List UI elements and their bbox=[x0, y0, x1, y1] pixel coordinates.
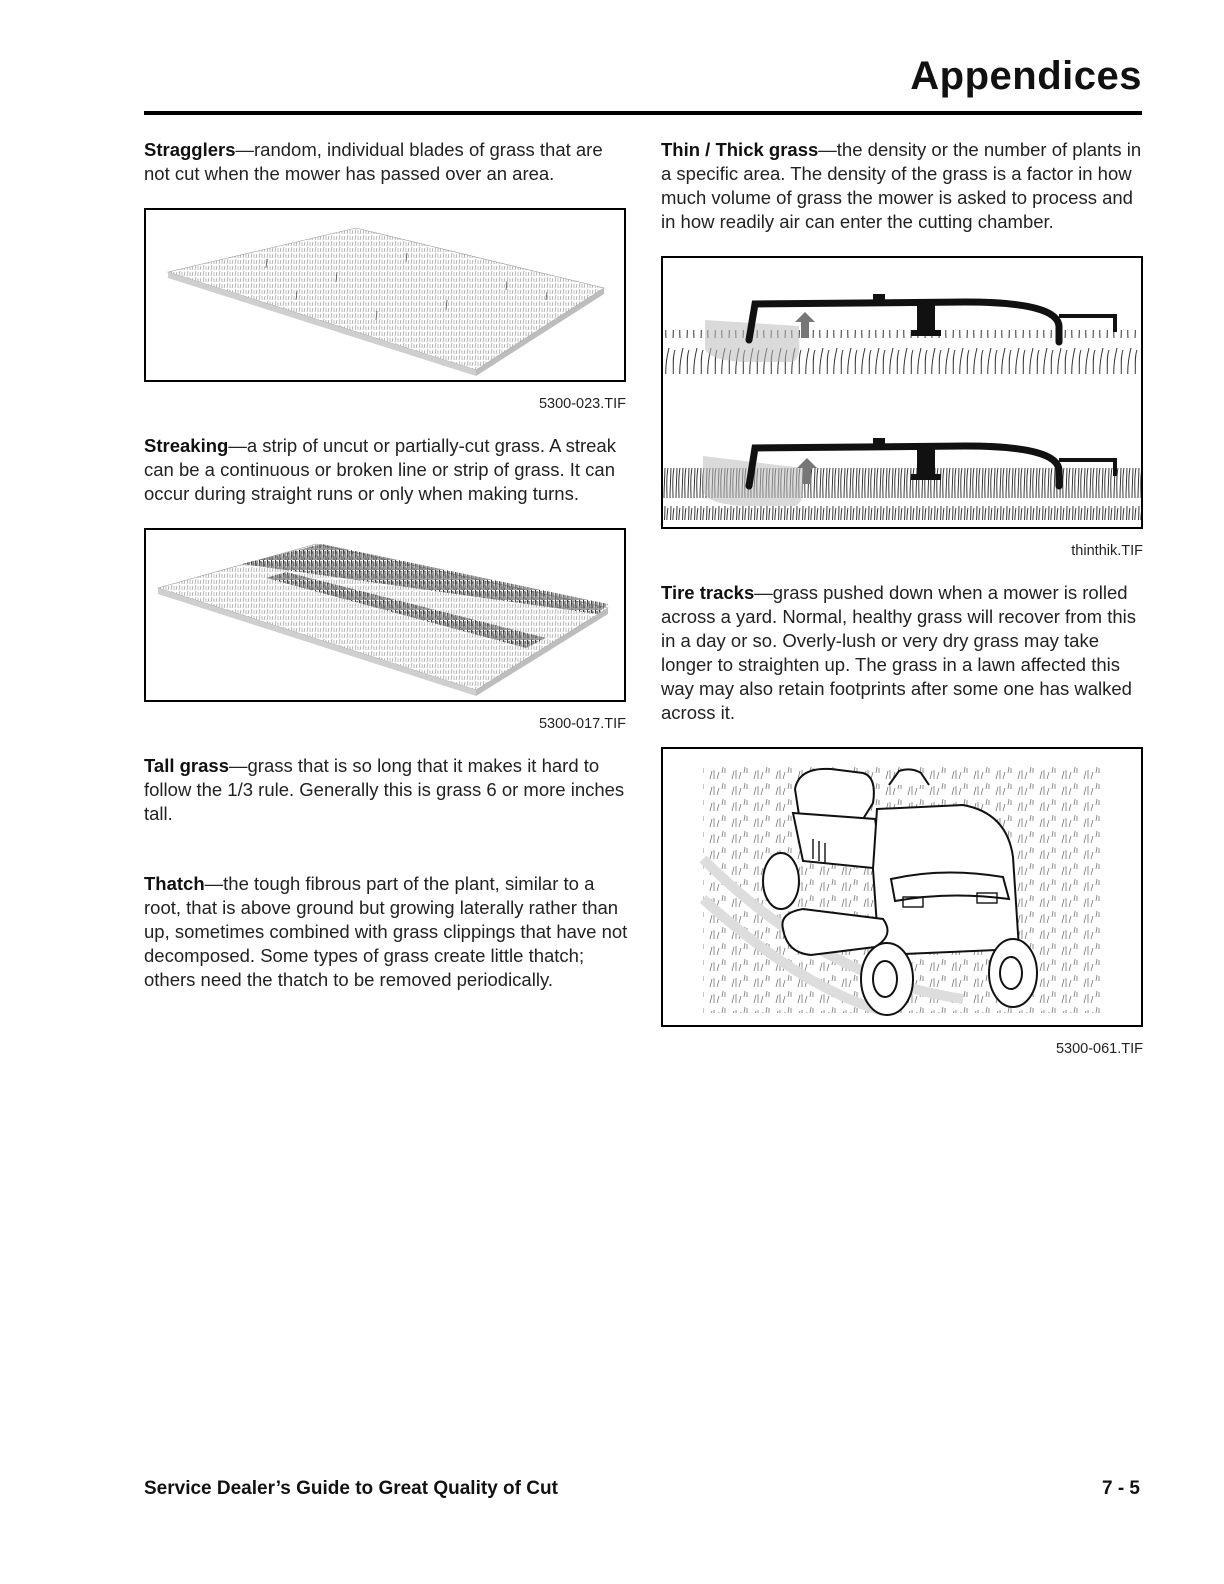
stragglers-entry bbox=[144, 138, 630, 186]
thatch-entry bbox=[144, 872, 630, 992]
tall-grass-term: Tall grass bbox=[144, 755, 230, 776]
tire-tracks-term: Tire tracks bbox=[661, 582, 755, 603]
figure-caption-tire-tracks: 5300-061.TIF bbox=[1055, 1041, 1143, 1057]
thatch-definition: —the tough fibrous part of the plant, similar to a root, that is above ground but growing laterally rather than up, sometimes combined with grass clippings that have not decomposed. Some types of grass create little thatch; others need the thatch to be removed periodically. bbox=[144, 873, 628, 990]
tire-tracks-entry bbox=[661, 581, 1147, 725]
thin-thick-entry bbox=[661, 138, 1147, 234]
streaking-term: Streaking bbox=[144, 435, 229, 456]
streaking-entry bbox=[144, 434, 630, 506]
streaking-figure bbox=[144, 528, 626, 702]
thin-thick-definition: —the density or the number of plants in a specific area. The density of the grass is a factor in how much volume of grass the mower is asked to process and in how readily air can enter the cutting chamber. bbox=[661, 139, 1142, 232]
thin-thick-term: Thin / Thick grass bbox=[661, 139, 819, 160]
right-column bbox=[661, 138, 1147, 1079]
page-title: Appendices bbox=[910, 54, 1142, 98]
page-number: 7 - 5 bbox=[1101, 1478, 1140, 1499]
tire-tracks-definition: —grass pushed down when a mower is rolled across a yard. Normal, healthy grass will recover from this in a day or so. Overly-lush or very dry grass may take longer to straighten up. The grass in a lawn affected this way may also retain footprints after some one has walked across it. bbox=[661, 582, 1136, 723]
thatch-term: Thatch bbox=[144, 873, 205, 894]
stragglers-definition: —random, individual blades of grass that are not cut when the mower has passed over an area. bbox=[144, 139, 603, 184]
figure-caption-thin-thick: thinthik.TIF bbox=[1071, 543, 1143, 559]
figure-caption-stragglers: 5300-023.TIF bbox=[538, 396, 626, 412]
footer-title: Service Dealer’s Guide to Great Quality of Cut bbox=[144, 1478, 558, 1499]
left-column bbox=[144, 138, 630, 992]
streaking-definition: —a strip of uncut or partially-cut grass. A streak can be a continuous or broken line or strip of grass. It can occur during straight runs or only when making turns. bbox=[144, 435, 616, 504]
thin-thick-figure bbox=[661, 256, 1143, 529]
tall-grass-definition: —grass that is so long that it makes it hard to follow the 1/3 rule. Generally this is grass 6 or more inches tall. bbox=[144, 755, 625, 824]
tall-grass-entry bbox=[144, 754, 630, 826]
header-rule bbox=[144, 111, 1142, 115]
stragglers-term: Stragglers bbox=[144, 139, 236, 160]
tire-tracks-figure bbox=[661, 747, 1143, 1027]
figure-caption-streaking: 5300-017.TIF bbox=[538, 716, 626, 732]
stragglers-figure bbox=[144, 208, 626, 382]
